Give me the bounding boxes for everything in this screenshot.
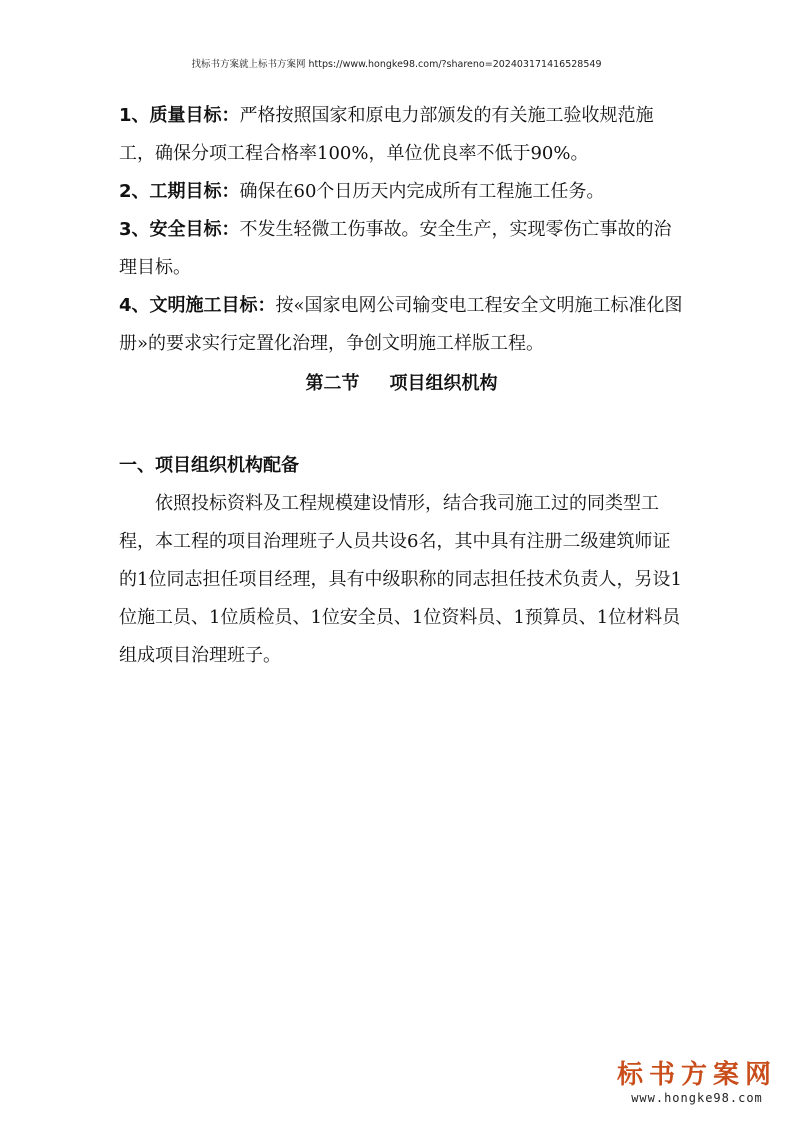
subheading: 一、项目组织机构配备 <box>119 455 299 476</box>
watermark-logo <box>617 1060 777 1106</box>
section-name: 项目组织机构 <box>389 373 498 394</box>
watermark-title: 标书方案网 <box>616 1060 777 1090</box>
goal-schedule <box>119 173 684 211</box>
goal-label: 1、质量目标： <box>119 105 240 126</box>
header-note: 找标书方案就上标书方案网 https://www.hongke98.com/?shareno=202403171416528549 <box>191 59 602 70</box>
section-number: 第二节 <box>305 373 360 394</box>
goal-quality <box>119 97 684 173</box>
document-body <box>119 97 684 675</box>
goal-label: 2、工期目标： <box>119 181 240 202</box>
goal-text: 不发生轻微工伤事故。安全生产，实现零伤亡事故的治理目标。 <box>119 219 672 278</box>
goal-safety <box>119 211 684 287</box>
body-paragraph: 依照投标资料及工程规模建设情形，结合我司施工过的同类型工程，本工程的项目治理班子人员共设6名，其中具有注册二级建筑师证的1位同志担任项目经理，具有中级职称的同志担任技术负责人，另设1位施工员、1位质检员、1位安全员、1位资料员、1预算员、1位材料员组成项目治理班子。 <box>119 493 682 666</box>
section-title <box>119 365 684 403</box>
goal-label: 4、文明施工目标： <box>119 295 276 316</box>
goal-text: 严格按照国家和原电力部颁发的有关施工验收规范施工，确保分项工程合格率100%，单位优良率不低于90%。 <box>119 105 654 164</box>
goal-text: 按«国家电网公司输变电工程安全文明施工标准化图册»的要求实行定置化治理，争创文明施工样版工程。 <box>119 295 683 354</box>
watermark-url: www.hongke98.com <box>631 1091 763 1105</box>
goal-text: 确保在60个日历天内完成所有工程施工任务。 <box>239 181 605 202</box>
goal-civilized-construction <box>119 287 684 363</box>
goal-label: 3、安全目标： <box>119 219 240 240</box>
